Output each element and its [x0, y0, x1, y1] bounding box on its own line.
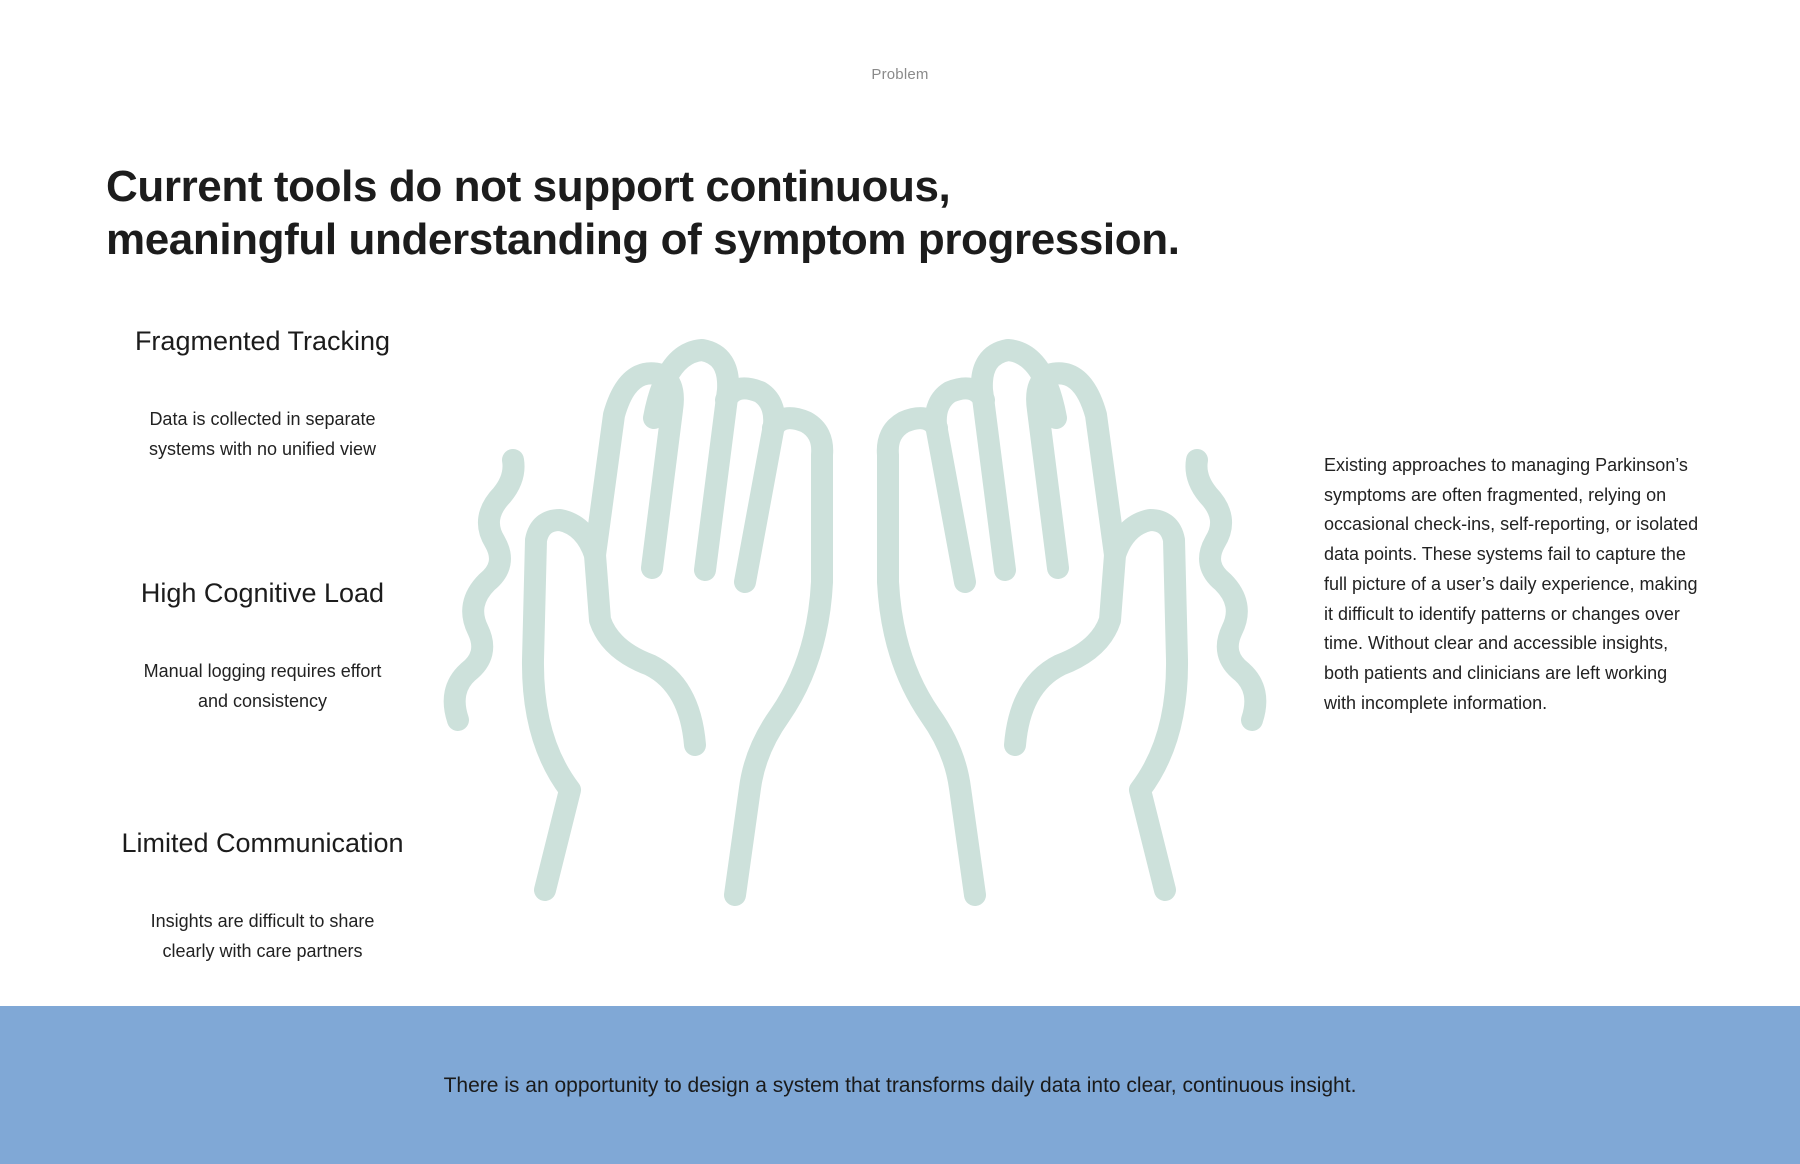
problem-point-description: Data is collected in separate systems with no unified view: [148, 409, 377, 459]
right-hand-icon: [888, 350, 1177, 895]
tremor-line-right: [1196, 460, 1255, 720]
problem-point-title: High Cognitive Load: [140, 578, 385, 608]
page-title: [106, 160, 1306, 266]
page-title-line-1: Current tools do not support continuous,: [106, 162, 951, 211]
problem-description: Existing approaches to managing Parkinson’s symptoms are often fragmented, relying on occasional check-ins, self-reporting, or isolated data points. These systems fail to capture the full picture of a user’s daily experience, making it difficult to identify patterns or changes over time. Without clear and accessible insights, both patients and clinicians are left working with incomplete information.: [1324, 455, 1699, 713]
tremor-line-left: [455, 460, 514, 720]
problem-point-high-cognitive-load: [100, 576, 425, 716]
problem-point-title: Limited Communication: [121, 828, 404, 858]
opportunity-statement: There is an opportunity to design a system that transforms daily data into clear, continuous insight.: [443, 1074, 1357, 1097]
left-hand-icon: [533, 350, 822, 895]
problem-point-fragmented-tracking: [100, 324, 425, 464]
section-label: Problem: [871, 66, 929, 83]
page-title-line-2: meaningful understanding of symptom progression.: [106, 215, 1180, 264]
problem-point-description: Manual logging requires effort and consistency: [143, 661, 382, 711]
problem-point-title: Fragmented Tracking: [134, 326, 391, 356]
trembling-hands-icon: [440, 320, 1270, 960]
problem-point-limited-communication: [100, 826, 425, 966]
problem-point-description: Insights are difficult to share clearly with care partners: [150, 911, 375, 961]
